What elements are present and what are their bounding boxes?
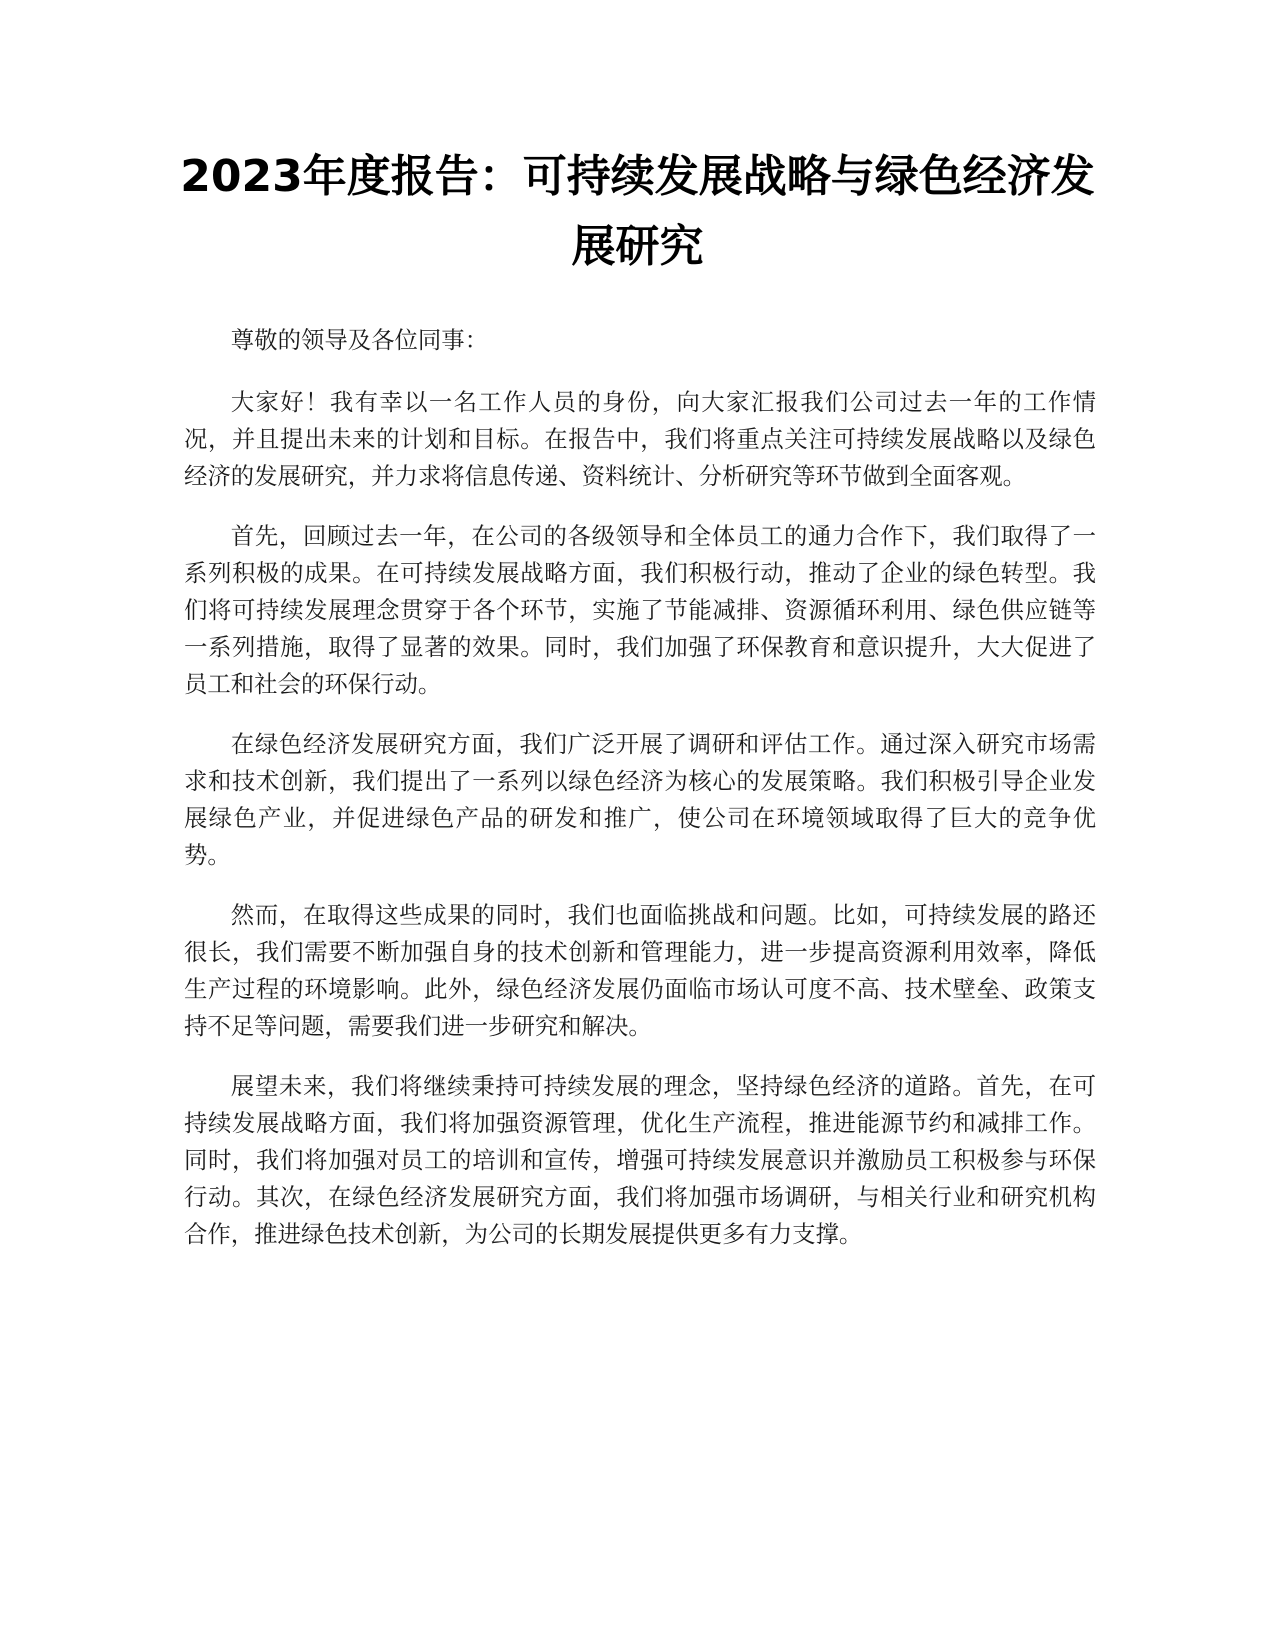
document-title: 2023年度报告：可持续发展战略与绿色经济发展研究 [180,151,1095,272]
paragraph-outlook: 展望未来，我们将继续秉持可持续发展的理念，坚持绿色经济的道路。首先，在可持续发展战略方面，我们将加强资源管理，优化生产流程，推进能源节约和减排工作。同时，我们将加强对员工的培训和宣传，增强可持续发展意识并激励员工积极参与环保行动。其次，在绿色经济发展研究方面，我们将加强市场调研，与相关行业和研究机构合作，推进绿色技术创新，为公司的长期发展提供更多有力支撑。 [184,1072,1096,1248]
paragraph-achievements: 首先，回顾过去一年，在公司的各级领导和全体员工的通力合作下，我们取得了一系列积极的成果。在可持续发展战略方面，我们积极行动，推动了企业的绿色转型。我们将可持续发展理念贯穿于各个环节，实施了节能减排、资源循环利用、绿色供应链等一系列措施，取得了显著的效果。同时，我们加强了环保教育和意识提升，大大促进了员工和社会的环保行动。 [184,522,1096,698]
paragraph-challenges: 然而，在取得这些成果的同时，我们也面临挑战和问题。比如，可持续发展的路还很长，我们需要不断加强自身的技术创新和管理能力，进一步提高资源利用效率，降低生产过程的环境影响。此外，绿色经济发展仍面临市场认可度不高、技术壁垒、政策支持不足等问题，需要我们进一步研究和解决。 [184,901,1096,1040]
document-body [184,322,1096,1276]
paragraph-intro: 大家好！我有幸以一名工作人员的身份，向大家汇报我们公司过去一年的工作情况，并且提出未来的计划和目标。在报告中，我们将重点关注可持续发展战略以及绿色经济的发展研究，并力求将信息传递、资料统计、分析研究等环节做到全面客观。 [184,388,1096,490]
paragraph-green-economy-research: 在绿色经济发展研究方面，我们广泛开展了调研和评估工作。通过深入研究市场需求和技术创新，我们提出了一系列以绿色经济为核心的发展策略。我们积极引导企业发展绿色产业，并促进绿色产品的研发和推广，使公司在环境领域取得了巨大的竞争优势。 [184,730,1096,869]
salutation: 尊敬的领导及各位同事： [230,326,489,354]
